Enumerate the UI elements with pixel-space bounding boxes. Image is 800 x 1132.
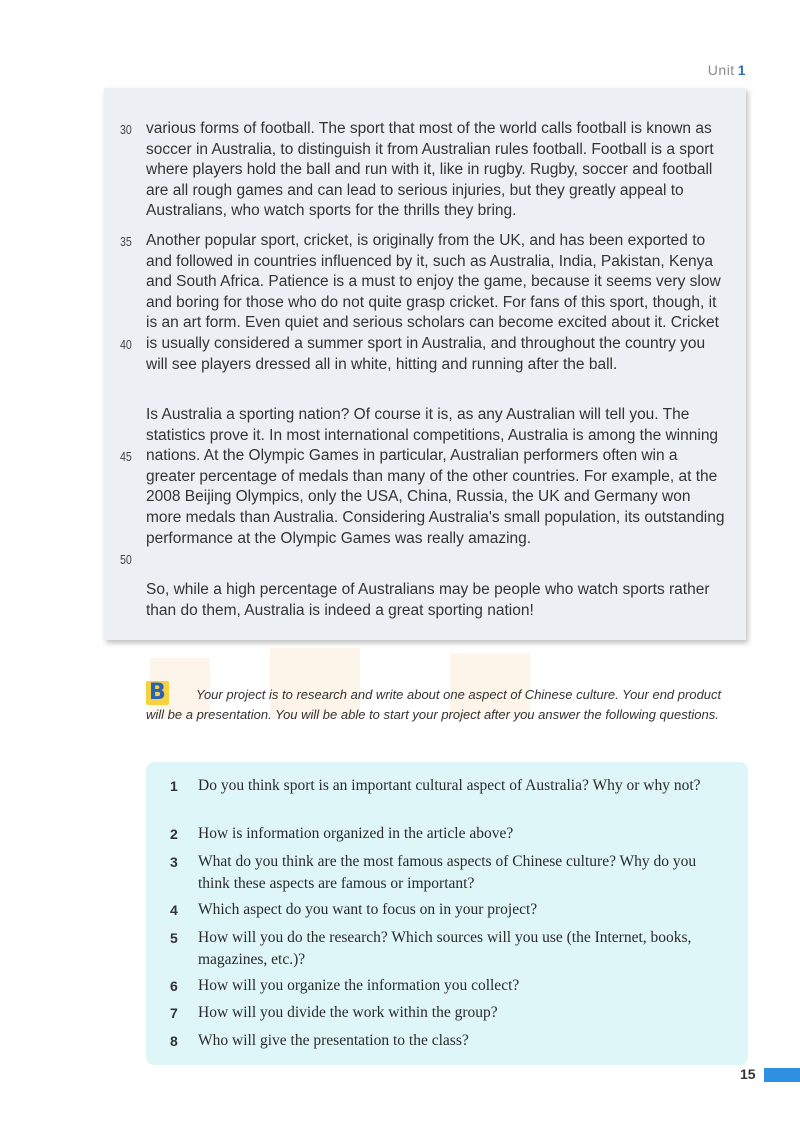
question-text: Who will give the presentation to the class? (198, 1032, 469, 1049)
page-number-accent-bar (764, 1068, 800, 1082)
question-item (170, 823, 730, 845)
question-item (170, 975, 730, 997)
unit-label-text: Unit (707, 62, 735, 78)
question-text: How will you do the research? Which sources will you use (the Internet, books, magazines, etc.)? (198, 929, 692, 968)
question-number: 2 (170, 826, 178, 842)
question-number: 7 (170, 1005, 178, 1021)
question-item (170, 851, 730, 895)
question-number: 6 (170, 978, 178, 994)
section-b-letter: B (146, 681, 169, 705)
question-number: 8 (170, 1033, 178, 1049)
question-number: 1 (170, 778, 178, 794)
question-text: How will you organize the information you collect? (198, 977, 520, 994)
question-item (170, 899, 730, 921)
question-text: What do you think are the most famous aspects of Chinese culture? Why do you think these aspects are famous or important? (198, 853, 697, 892)
question-text: How will you divide the work within the group? (198, 1004, 498, 1021)
question-number: 5 (170, 930, 178, 946)
reading-paragraph-2: Another popular sport, cricket, is originally from the UK, and has been exported to and followed in countries influenced by it, such as Australia, India, Pakistan, Kenya and South Africa. Patience is a must to enjoy the game, because it seems very slow and boring for those who do not quite grasp cricket. For fans of this sport, though, it is an art form. Even quiet and serious scholars can become excited about it. Cricket is usually considered a summer sport in Australia, and throughout the country you will see players dressed all in white, hitting and running after the ball. (146, 232, 721, 373)
reading-paragraph-3: Is Australia a sporting nation? Of course it is, as any Australian will tell you. The statistics prove it. In most international competitions, Australia is among the winning nations. At the Olympic Games in particular, Australian performers often win a greater percentage of medals than many of the other countries. For example, at the 2008 Beijing Olympics, only the USA, China, Russia, the UK and Germany won more medals than Australia. Considering Australia's small population, its outstanding performance at the Olympic Games was really amazing. (146, 406, 725, 547)
line-number-35: 35 (120, 235, 132, 249)
section-b-instructions: Your project is to research and write about one aspect of Chinese culture. Your end product will be a presentation. You will be able to start your project after you answer the following questions. (146, 687, 722, 722)
question-item (170, 1030, 730, 1052)
line-number-45: 45 (120, 450, 132, 464)
question-text: How is information organized in the article above? (198, 825, 514, 842)
question-item (170, 1002, 730, 1024)
question-item (170, 927, 730, 971)
line-number-50: 50 (120, 553, 132, 567)
unit-label (708, 62, 746, 78)
reading-paragraph-1: various forms of football. The sport that most of the world calls football is known as soccer in Australia, to distinguish it from Australian rules football. Football is a sport where players hold the ball and run with it, like in rugby. Rugby, soccer and football are all rough games and can lead to serious injuries, but they greatly appeal to Australians, who watch sports for the thrills they bring. (146, 120, 714, 220)
question-number: 3 (170, 854, 178, 870)
question-item (170, 775, 730, 797)
question-number: 4 (170, 902, 178, 918)
page-number: 15 (740, 1066, 756, 1082)
line-number-40: 40 (120, 338, 132, 352)
unit-number: 1 (737, 62, 746, 78)
question-text: Do you think sport is an important cultural aspect of Australia? Why or why not? (198, 777, 701, 794)
reading-paragraph-4: So, while a high percentage of Australians may be people who watch sports rather than do them, Australia is indeed a great sporting nation! (146, 581, 710, 619)
question-text: Which aspect do you want to focus on in your project? (198, 901, 538, 918)
line-number-30: 30 (120, 123, 132, 137)
